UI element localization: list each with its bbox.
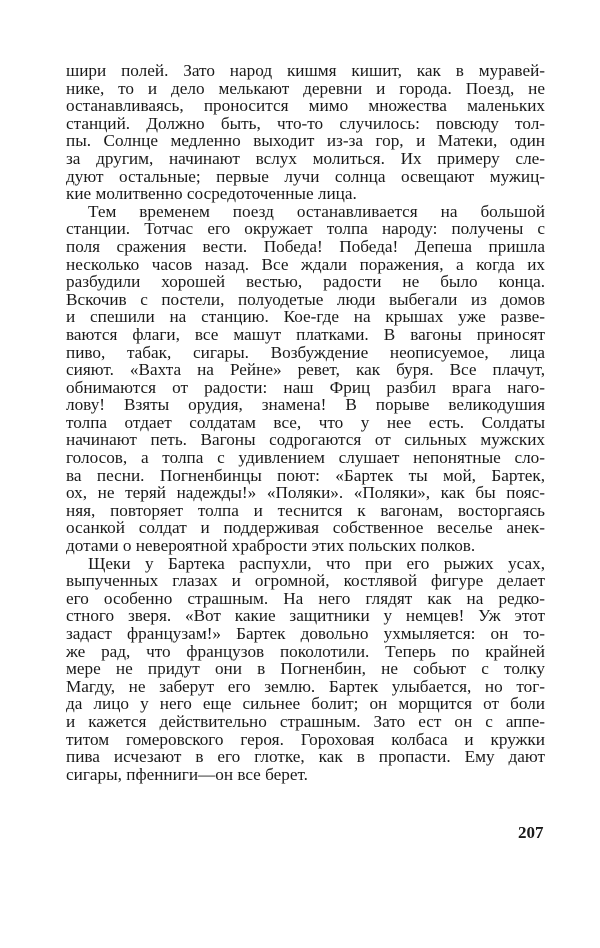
text-line: пива исчезают в его глотке, как в пропасти. Ему дают — [66, 747, 545, 767]
text-line: пиво, табак, сигары. Возбуждение неописуемое, лица — [66, 342, 545, 362]
text-line: нике, то и дело мелькают деревни и города. Поезд, не — [66, 78, 545, 98]
text-line: останавливаясь, проносится мимо множества маленьких — [66, 96, 545, 116]
text-line: кие молитвенно сосредоточенные лица. — [66, 184, 357, 204]
page-body — [66, 62, 545, 783]
text-line: пы. Солнце медленно выходит из-за гор, и Матеки, один — [66, 131, 545, 151]
paragraph — [66, 555, 545, 784]
text-line: разбудили хорошей вестью, радости не было конца. — [66, 272, 545, 292]
text-line: и спешили на станцию. Кое-где на крышах уже разве- — [66, 307, 545, 327]
text-line: дуют остальные; первые лучи солнца освещают мужиц- — [66, 166, 545, 186]
text-line: шири полей. Зато народ кишмя кишит, как в муравей- — [66, 61, 545, 80]
text-line: ва песни. Погненбинцы поют: «Бартек ты мой, Бартек, — [66, 465, 545, 485]
text-line: лову! Взяты орудия, знамена! В порыве великодушия — [66, 395, 545, 415]
text-line: станции. Тотчас его окружает толпа народу: получены с — [66, 219, 545, 239]
text-line: мере не придут они в Погненбин, не собьют с толку — [66, 659, 545, 679]
text-line: сияют. «Вахта на Рейне» ревет, как буря. Все плачут, — [66, 360, 545, 380]
text-line: да лицо у него еще сильнее болит; он морщится от боли — [66, 694, 545, 714]
text-line: несколько часов назад. Все ждали поражения, а когда их — [66, 254, 545, 274]
text-line: Магду, не заберут его землю. Бартек улыбается, но тог- — [66, 676, 545, 696]
paragraph — [66, 62, 545, 203]
text-line: осанкой солдат и поддерживая собственное веселье анек- — [66, 518, 545, 538]
text-line: сигары, пфенниги—он все берет. — [66, 764, 308, 784]
text-line: обнимаются от радости: наш Фриц разбил врага наго- — [66, 377, 545, 397]
text-line: Вскочив с постели, полуодетые люди выбегали из домов — [66, 289, 545, 309]
text-line: толпа отдает солдатам все, что у нее есть. Солдаты — [66, 412, 545, 432]
text-line: стного зверя. «Вот какие защитники у немцев! Уж этот — [66, 606, 545, 626]
text-line: титом гомеровского героя. Гороховая колбаса и кружки — [66, 729, 545, 749]
text-line: же рад, что французов поколотили. Теперь по крайней — [66, 641, 545, 661]
text-line: ох, не теряй надежды!» «Поляки». «Поляки», как бы пояс- — [66, 483, 545, 503]
text-line: выпученных глазах и огромной, костлявой фигуре делает — [66, 571, 545, 591]
text-line: няя, повторяет толпа и теснится к вагонам, восторгаясь — [66, 500, 545, 520]
page-number: 207 — [518, 823, 544, 842]
text-line: его особенно страшным. На него глядят как на редко- — [66, 588, 545, 608]
text-line: за другим, начинают вслух молиться. Их примеру сле- — [66, 148, 545, 168]
text-line: ваются флаги, все машут платками. В вагоны приносят — [66, 324, 545, 344]
text-line: голосов, а толпа с удивлением слушает непонятные сло- — [66, 448, 545, 468]
text-line: Щеки у Бартека распухли, что при его рыжих усах, — [88, 553, 545, 573]
paragraph — [66, 203, 545, 555]
text-line: и кажется действительно страшным. Зато ест он с аппе- — [66, 711, 545, 731]
text-line: станций. Должно быть, что-то случилось: повсюду тол- — [66, 113, 545, 133]
text-line: дотами о невероятной храбрости этих польских полков. — [66, 536, 476, 556]
text-line: Тем временем поезд останавливается на большой — [88, 201, 545, 221]
text-line: поля сражения вести. Победа! Победа! Депеша пришла — [66, 236, 545, 256]
text-line: задаст французам!» Бартек довольно ухмыляется: он то- — [66, 624, 545, 643]
text-line: начинают петь. Вагоны содрогаются от сильных мужских — [66, 430, 545, 450]
